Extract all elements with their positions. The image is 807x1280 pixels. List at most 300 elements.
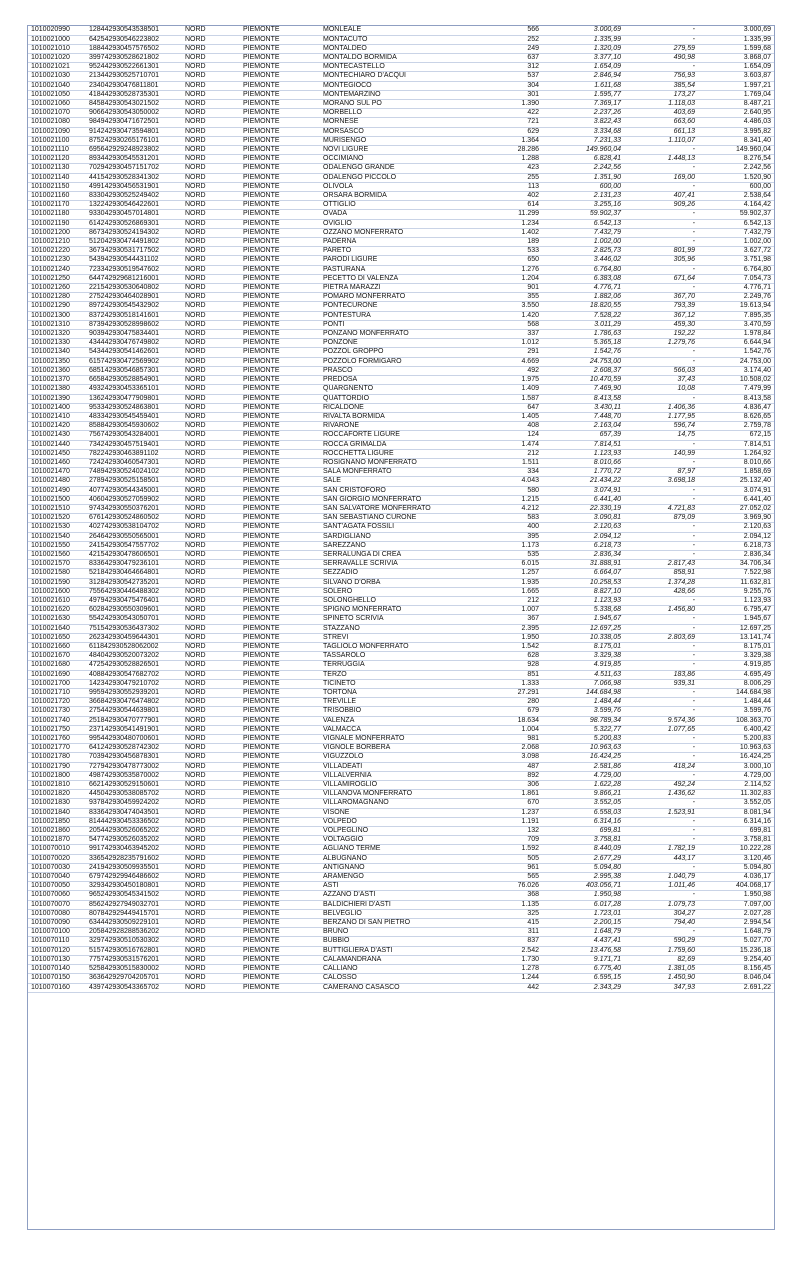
municipality-cell: QUATTORDIO — [321, 394, 477, 403]
total-cell: 1.484,44 — [697, 698, 774, 707]
area-cell: NORD — [183, 550, 241, 559]
table-row — [28, 394, 774, 403]
table-row — [28, 845, 774, 854]
id-cell: 856242927949032701 — [87, 900, 183, 909]
total-cell: 6.400,42 — [697, 725, 774, 734]
area-cell: NORD — [183, 744, 241, 753]
region-cell: PIEMONTE — [241, 495, 321, 504]
total-cell: 2.759,78 — [697, 422, 774, 431]
municipality-cell: VILLANOVA MONFERRATO — [321, 790, 477, 799]
code-cell: 1010021021 — [28, 63, 87, 72]
code-cell: 1010021570 — [28, 560, 87, 569]
municipality-cell: ODALENGO PICCOLO — [321, 173, 477, 182]
total-cell: 2.027,28 — [697, 909, 774, 918]
table-row — [28, 781, 774, 790]
population-cell: 837 — [477, 937, 541, 946]
amount-cell: 1.002,00 — [541, 238, 623, 247]
code-cell: 1010021840 — [28, 808, 87, 817]
population-cell: 368 — [477, 891, 541, 900]
municipality-cell: PARODI LIGURE — [321, 256, 477, 265]
table-row — [28, 458, 774, 467]
total-cell: 6.314,16 — [697, 817, 774, 826]
municipality-cell: AZZANO D'ASTI — [321, 891, 477, 900]
region-cell: PIEMONTE — [241, 753, 321, 762]
id-cell: 833642930479236101 — [87, 560, 183, 569]
population-cell: 1.402 — [477, 228, 541, 237]
total-cell: 5.200,83 — [697, 735, 774, 744]
area-cell: NORD — [183, 81, 241, 90]
municipality-cell: SALA MONFERRATO — [321, 468, 477, 477]
amount-cell: 1.351,90 — [541, 173, 623, 182]
total-cell: 3.995,82 — [697, 127, 774, 136]
total-cell: 12.697,25 — [697, 624, 774, 633]
id-cell: 837242930518141601 — [87, 311, 183, 320]
area-cell: NORD — [183, 127, 241, 136]
area-cell: NORD — [183, 624, 241, 633]
region-cell: PIEMONTE — [241, 293, 321, 302]
municipality-cell: VISONE — [321, 808, 477, 817]
code-cell: 1010021250 — [28, 274, 87, 283]
extra-amount-cell: 173,27 — [623, 90, 697, 99]
population-cell: 583 — [477, 514, 541, 523]
region-cell: PIEMONTE — [241, 587, 321, 596]
region-cell: PIEMONTE — [241, 422, 321, 431]
id-cell: 483342930545459401 — [87, 412, 183, 421]
id-cell: 275442930544639801 — [87, 707, 183, 716]
municipality-cell: MONTECASTELLO — [321, 63, 477, 72]
total-cell: 4.836,47 — [697, 403, 774, 412]
total-cell: 108.363,70 — [697, 716, 774, 725]
total-cell: 4.919,85 — [697, 661, 774, 670]
id-cell: 814442930453336502 — [87, 817, 183, 826]
population-cell: 614 — [477, 201, 541, 210]
population-cell: 1.007 — [477, 606, 541, 615]
area-cell: NORD — [183, 560, 241, 569]
id-cell: 188442930457576502 — [87, 44, 183, 53]
area-cell: NORD — [183, 293, 241, 302]
area-cell: NORD — [183, 587, 241, 596]
area-cell: NORD — [183, 311, 241, 320]
amount-cell: 144.684,98 — [541, 689, 623, 698]
area-cell: NORD — [183, 891, 241, 900]
region-cell: PIEMONTE — [241, 983, 321, 992]
amount-cell: 1.123,93 — [541, 596, 623, 605]
area-cell: NORD — [183, 707, 241, 716]
population-cell: 928 — [477, 661, 541, 670]
area-cell: NORD — [183, 689, 241, 698]
municipality-cell: MONLEALE — [321, 26, 477, 35]
extra-amount-cell: 1.436,62 — [623, 790, 697, 799]
amount-cell: 4.729,00 — [541, 771, 623, 780]
code-cell: 1010021070 — [28, 109, 87, 118]
amount-cell: 24.753,00 — [541, 357, 623, 366]
id-cell: 241542930547557702 — [87, 541, 183, 550]
region-cell: PIEMONTE — [241, 53, 321, 62]
code-cell: 1010021110 — [28, 146, 87, 155]
total-cell: 3.758,81 — [697, 836, 774, 845]
region-cell: PIEMONTE — [241, 882, 321, 891]
total-cell: 27.052,02 — [697, 504, 774, 513]
municipality-cell: VIGNOLE BORBERA — [321, 744, 477, 753]
municipality-cell: VIGUZZOLO — [321, 753, 477, 762]
region-cell: PIEMONTE — [241, 486, 321, 495]
amount-cell: 5.338,68 — [541, 606, 623, 615]
table-row — [28, 744, 774, 753]
municipality-cell: SILVANO D'ORBA — [321, 578, 477, 587]
municipality-cell: MONTECHIARO D'ACQUI — [321, 72, 477, 81]
area-cell: NORD — [183, 900, 241, 909]
table-row — [28, 440, 774, 449]
population-cell: 1.935 — [477, 578, 541, 587]
code-cell: 1010021010 — [28, 44, 87, 53]
amount-cell: 3.446,02 — [541, 256, 623, 265]
extra-amount-cell: 14,75 — [623, 431, 697, 440]
municipality-cell: TICINETO — [321, 679, 477, 688]
id-cell: 807842929449415701 — [87, 909, 183, 918]
total-cell: 3.868,07 — [697, 53, 774, 62]
extra-amount-cell: - — [623, 35, 697, 44]
table-row — [28, 431, 774, 440]
table-row — [28, 293, 774, 302]
code-cell: 1010021150 — [28, 182, 87, 191]
area-cell: NORD — [183, 228, 241, 237]
area-cell: NORD — [183, 504, 241, 513]
population-cell: 312 — [477, 63, 541, 72]
code-cell: 1010021160 — [28, 192, 87, 201]
municipality-cell: ODALENGO GRANDE — [321, 164, 477, 173]
area-cell: NORD — [183, 182, 241, 191]
id-cell: 205842928288536202 — [87, 928, 183, 937]
municipality-cell: SOLONGHELLO — [321, 596, 477, 605]
region-cell: PIEMONTE — [241, 771, 321, 780]
population-cell: 189 — [477, 238, 541, 247]
municipality-cell: ROSIGNANO MONFERRATO — [321, 458, 477, 467]
code-cell: 1010021080 — [28, 118, 87, 127]
area-cell: NORD — [183, 716, 241, 725]
municipality-cell: VALENZA — [321, 716, 477, 725]
amount-cell: 1.542,76 — [541, 348, 623, 357]
id-cell: 644742929681216001 — [87, 274, 183, 283]
code-cell: 1010070100 — [28, 928, 87, 937]
region-cell: PIEMONTE — [241, 532, 321, 541]
extra-amount-cell: - — [623, 265, 697, 274]
code-cell: 1010070030 — [28, 863, 87, 872]
municipality-cell: TRISOBBIO — [321, 707, 477, 716]
code-cell: 1010021030 — [28, 72, 87, 81]
id-cell: 515742930516762801 — [87, 946, 183, 955]
total-cell: 59.902,37 — [697, 210, 774, 219]
total-cell: 3.552,05 — [697, 799, 774, 808]
municipality-cell: ANTIGNANO — [321, 863, 477, 872]
area-cell: NORD — [183, 53, 241, 62]
extra-amount-cell: - — [623, 164, 697, 173]
area-cell: NORD — [183, 909, 241, 918]
area-cell: NORD — [183, 937, 241, 946]
area-cell: NORD — [183, 735, 241, 744]
code-cell: 1010070040 — [28, 873, 87, 882]
population-cell: 11.299 — [477, 210, 541, 219]
region-cell: PIEMONTE — [241, 440, 321, 449]
region-cell: PIEMONTE — [241, 596, 321, 605]
area-cell: NORD — [183, 238, 241, 247]
area-cell: NORD — [183, 210, 241, 219]
code-cell: 1010021210 — [28, 238, 87, 247]
total-cell: 672,15 — [697, 431, 774, 440]
extra-amount-cell: - — [623, 440, 697, 449]
extra-amount-cell: 459,30 — [623, 320, 697, 329]
extra-amount-cell: 169,00 — [623, 173, 697, 182]
population-cell: 4.212 — [477, 504, 541, 513]
region-cell: PIEMONTE — [241, 136, 321, 145]
area-cell: NORD — [183, 431, 241, 440]
municipality-cell: VILLALVERNIA — [321, 771, 477, 780]
total-cell: 19.613,94 — [697, 302, 774, 311]
municipality-cell: PONZANO MONFERRATO — [321, 330, 477, 339]
population-cell: 637 — [477, 53, 541, 62]
amount-cell: 7.469,90 — [541, 385, 623, 394]
total-cell: 1.648,79 — [697, 928, 774, 937]
region-cell: PIEMONTE — [241, 652, 321, 661]
table-row — [28, 679, 774, 688]
area-cell: NORD — [183, 302, 241, 311]
total-cell: 15.236,18 — [697, 946, 774, 955]
population-cell: 1.861 — [477, 790, 541, 799]
amount-cell: 6.542,13 — [541, 219, 623, 228]
id-cell: 445042930538085702 — [87, 790, 183, 799]
id-cell: 845842930543021502 — [87, 100, 183, 109]
amount-cell: 1.786,63 — [541, 330, 623, 339]
municipality-cell: BELVEGLIO — [321, 909, 477, 918]
total-cell: 4.729,00 — [697, 771, 774, 780]
code-cell: 1010021040 — [28, 81, 87, 90]
extra-amount-cell: 1.448,13 — [623, 155, 697, 164]
code-cell: 1010021700 — [28, 679, 87, 688]
population-cell: 306 — [477, 781, 541, 790]
id-cell: 748942930524024102 — [87, 468, 183, 477]
table-row — [28, 100, 774, 109]
region-cell: PIEMONTE — [241, 164, 321, 173]
region-cell: PIEMONTE — [241, 679, 321, 688]
total-cell: 4.036,17 — [697, 873, 774, 882]
population-cell: 27.291 — [477, 689, 541, 698]
code-cell: 1010021500 — [28, 495, 87, 504]
table-row — [28, 615, 774, 624]
table-row — [28, 808, 774, 817]
area-cell: NORD — [183, 799, 241, 808]
area-cell: NORD — [183, 376, 241, 385]
area-cell: NORD — [183, 523, 241, 532]
municipality-cell: POZZOLO FORMIGARO — [321, 357, 477, 366]
id-cell: 662142930529150601 — [87, 781, 183, 790]
area-cell: NORD — [183, 449, 241, 458]
table-row — [28, 817, 774, 826]
population-cell: 3.098 — [477, 753, 541, 762]
extra-amount-cell: - — [623, 771, 697, 780]
amount-cell: 2.825,73 — [541, 247, 623, 256]
extra-amount-cell: - — [623, 642, 697, 651]
amount-cell: 1.770,72 — [541, 468, 623, 477]
amount-cell: 2.120,63 — [541, 523, 623, 532]
amount-cell: 657,39 — [541, 431, 623, 440]
amount-cell: 1.320,09 — [541, 44, 623, 53]
extra-amount-cell: 1.374,28 — [623, 578, 697, 587]
table-row — [28, 707, 774, 716]
region-cell: PIEMONTE — [241, 109, 321, 118]
code-cell: 1010021190 — [28, 219, 87, 228]
amount-cell: 3.255,16 — [541, 201, 623, 210]
municipality-cell: NOVI LIGURE — [321, 146, 477, 155]
id-cell: 407742930544345001 — [87, 486, 183, 495]
area-cell: NORD — [183, 836, 241, 845]
table-row — [28, 302, 774, 311]
municipality-cell: SANT'AGATA FOSSILI — [321, 523, 477, 532]
extra-amount-cell: 671,64 — [623, 274, 697, 283]
code-cell: 1010021750 — [28, 725, 87, 734]
region-cell: PIEMONTE — [241, 26, 321, 35]
amount-cell: 403.056,71 — [541, 882, 623, 891]
population-cell: 1.950 — [477, 633, 541, 642]
region-cell: PIEMONTE — [241, 642, 321, 651]
population-cell: 981 — [477, 735, 541, 744]
region-cell: PIEMONTE — [241, 192, 321, 201]
area-cell: NORD — [183, 661, 241, 670]
amount-cell: 21.434,22 — [541, 477, 623, 486]
amount-cell: 1.484,44 — [541, 698, 623, 707]
id-cell: 833042930525249402 — [87, 192, 183, 201]
region-cell: PIEMONTE — [241, 827, 321, 836]
code-cell: 1010021470 — [28, 468, 87, 477]
region-cell: PIEMONTE — [241, 468, 321, 477]
area-cell: NORD — [183, 633, 241, 642]
table-row — [28, 376, 774, 385]
code-cell: 1010021540 — [28, 532, 87, 541]
extra-amount-cell: - — [623, 744, 697, 753]
population-cell: 1.405 — [477, 412, 541, 421]
total-cell: 1.950,98 — [697, 891, 774, 900]
table-row — [28, 486, 774, 495]
municipality-cell: PONTESTURA — [321, 311, 477, 320]
extra-amount-cell: 82,69 — [623, 955, 697, 964]
amount-cell: 1.123,93 — [541, 449, 623, 458]
code-cell: 1010021340 — [28, 348, 87, 357]
extra-amount-cell: 939,31 — [623, 679, 697, 688]
region-cell: PIEMONTE — [241, 716, 321, 725]
table-row — [28, 790, 774, 799]
amount-cell: 13.476,58 — [541, 946, 623, 955]
extra-amount-cell: - — [623, 495, 697, 504]
amount-cell: 699,81 — [541, 827, 623, 836]
area-cell: NORD — [183, 882, 241, 891]
id-cell: 875242930265176101 — [87, 136, 183, 145]
population-cell: 1.409 — [477, 385, 541, 394]
total-cell: 8.156,45 — [697, 965, 774, 974]
population-cell: 1.364 — [477, 136, 541, 145]
municipality-cell: OTTIGLIO — [321, 201, 477, 210]
amount-cell: 6.441,40 — [541, 495, 623, 504]
municipality-cell: SAN CRISTOFORO — [321, 486, 477, 495]
extra-amount-cell: 1.759,60 — [623, 946, 697, 955]
population-cell: 1.975 — [477, 376, 541, 385]
id-cell: 984942930471672501 — [87, 118, 183, 127]
extra-amount-cell: - — [623, 26, 697, 35]
area-cell: NORD — [183, 873, 241, 882]
amount-cell: 10.258,53 — [541, 578, 623, 587]
population-cell: 442 — [477, 983, 541, 992]
population-cell: 395 — [477, 532, 541, 541]
id-cell: 441542930528341302 — [87, 173, 183, 182]
municipality-cell: VILLAROMAGNANO — [321, 799, 477, 808]
municipality-table — [28, 26, 774, 993]
total-cell: 2.836,34 — [697, 550, 774, 559]
population-cell: 311 — [477, 928, 541, 937]
table-row — [28, 348, 774, 357]
table-row — [28, 265, 774, 274]
extra-amount-cell: 879,09 — [623, 514, 697, 523]
code-cell: 1010021580 — [28, 569, 87, 578]
area-cell: NORD — [183, 790, 241, 799]
amount-cell: 31.888,91 — [541, 560, 623, 569]
population-cell: 628 — [477, 652, 541, 661]
municipality-cell: SERRAVALLE SCRIVIA — [321, 560, 477, 569]
id-cell: 312842930542735201 — [87, 578, 183, 587]
total-cell: 149.960,04 — [697, 146, 774, 155]
extra-amount-cell: 1.118,03 — [623, 100, 697, 109]
code-cell: 1010021860 — [28, 827, 87, 836]
region-cell: PIEMONTE — [241, 477, 321, 486]
table-row — [28, 127, 774, 136]
table-body — [28, 26, 774, 992]
municipality-cell: MORSASCO — [321, 127, 477, 136]
total-cell: 5.094,80 — [697, 863, 774, 872]
population-cell: 1.135 — [477, 900, 541, 909]
total-cell: 1.769,04 — [697, 90, 774, 99]
area-cell: NORD — [183, 201, 241, 210]
municipality-cell: BUBBIO — [321, 937, 477, 946]
extra-amount-cell: 909,26 — [623, 201, 697, 210]
population-cell: 537 — [477, 72, 541, 81]
extra-amount-cell: 385,54 — [623, 81, 697, 90]
table-row — [28, 928, 774, 937]
table-row — [28, 339, 774, 348]
amount-cell: 10.470,59 — [541, 376, 623, 385]
area-cell: NORD — [183, 192, 241, 201]
region-cell: PIEMONTE — [241, 219, 321, 228]
total-cell: 13.141,74 — [697, 633, 774, 642]
total-cell: 9.255,76 — [697, 587, 774, 596]
code-cell: 1010021410 — [28, 412, 87, 421]
code-cell: 1010070110 — [28, 937, 87, 946]
population-cell: 337 — [477, 330, 541, 339]
id-cell: 724242930460547301 — [87, 458, 183, 467]
population-cell: 851 — [477, 670, 541, 679]
extra-amount-cell: - — [623, 238, 697, 247]
area-cell: NORD — [183, 118, 241, 127]
amount-cell: 98.789,34 — [541, 716, 623, 725]
area-cell: NORD — [183, 330, 241, 339]
population-cell: 1.204 — [477, 274, 541, 283]
area-cell: NORD — [183, 72, 241, 81]
municipality-cell: MONTEGIOCO — [321, 81, 477, 90]
extra-amount-cell: 407,41 — [623, 192, 697, 201]
amount-cell: 16.424,25 — [541, 753, 623, 762]
total-cell: 11.302,83 — [697, 790, 774, 799]
code-cell: 1010021870 — [28, 836, 87, 845]
municipality-cell: ALBUGNANO — [321, 854, 477, 863]
region-cell: PIEMONTE — [241, 946, 321, 955]
area-cell: NORD — [183, 247, 241, 256]
amount-cell: 10.338,05 — [541, 633, 623, 642]
population-cell: 901 — [477, 284, 541, 293]
